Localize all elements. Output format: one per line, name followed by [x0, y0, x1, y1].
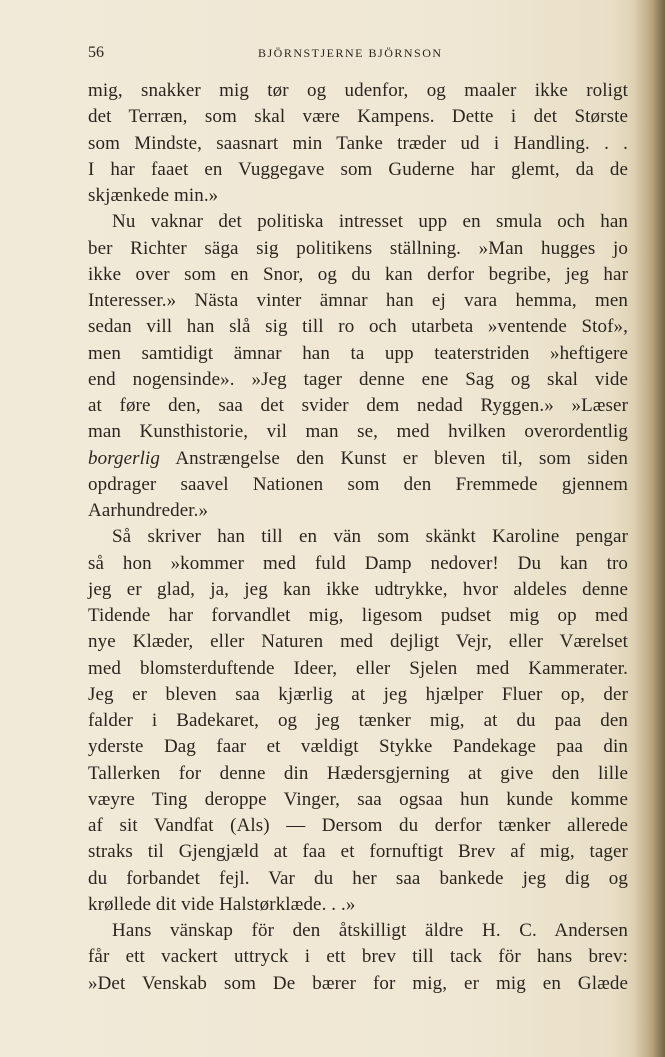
italic-word: borgerlig: [88, 447, 160, 469]
text-line: det Terræn, som skal være Kampens. Dette i det Største: [88, 106, 628, 128]
text-line: Tallerken for denne din Hædersgjerning at give den lille: [88, 762, 628, 784]
text-line: du forbandet fejl. Var du her saa bankede jeg dig og: [88, 867, 628, 889]
page-gutter-shadow: [633, 0, 665, 1057]
paragraph-start-line: Så skriver han till en vän som skänkt Karoline pengar: [112, 526, 628, 548]
text-line: men samtidigt ämnar han ta upp teaterstriden »heftigere: [88, 342, 628, 364]
text-line: får ett vackert uttryck i ett brev till tack för hans brev:: [88, 946, 628, 968]
text-line: man Kunsthistorie, vil man se, med hvilken overordentlig: [88, 421, 628, 443]
running-head: [88, 44, 636, 68]
text-line: jeg er glad, ja, jeg kan ikke udtrykke, hvor aldeles denne: [88, 578, 628, 600]
text-line: end nogensinde». »Jeg tager denne ene Sag og skal vide: [88, 368, 628, 390]
text-line: skjænkede min.»: [88, 185, 219, 206]
text-line: I har faaet en Vuggegave som Guderne har glemt, da de: [88, 158, 628, 180]
page-number: 56: [88, 44, 104, 61]
text-line: Aarhundreder.»: [88, 500, 209, 521]
paragraph-start-line: Nu vaknar det politiska intresset upp en smula och han: [112, 211, 628, 233]
paragraph-start-line: Hans vänskap för den åtskilligt äldre H. C. Andersen: [112, 920, 628, 941]
text-line-rest: Anstrængelse den Kunst er bleven til, som siden: [175, 447, 628, 469]
text-line: Jeg er bleven saa kjærlig at jeg hjælper Fluer op, der: [88, 683, 628, 705]
text-line: at føre den, saa det svider dem nedad Ryggen.» »Læser: [88, 395, 628, 416]
text-line: ber Richter säga sig politikens ställning. »Man hugges jo: [88, 237, 628, 259]
text-line: Tidende har forvandlet mig, ligesom pudset mig op med: [88, 605, 628, 626]
text-line: straks til Gjengjæld at faa et fornuftigt Brev af mig, tager: [88, 841, 628, 863]
text-line: væyre Ting deroppe Vinger, saa ogsaa hun kunde komme: [88, 788, 628, 810]
text-line: som Mindste, saasnart min Tanke træder ud i Handling. . .: [88, 132, 628, 154]
text-line: Interesser.» Nästa vinter ämnar han ej vara hemma, men: [88, 290, 628, 311]
text-line: nye Klæder, eller Naturen med dejligt Vejr, eller Værelset: [88, 631, 628, 653]
text-line: så hon »kommer med fuld Damp nedover! Du kan tro: [88, 552, 628, 574]
text-line: mig, snakker mig tør og udenfor, og maaler ikke roligt: [88, 80, 628, 101]
text-line: yderste Dag faar et vældigt Stykke Pandekage paa din: [88, 736, 628, 758]
text-line: falder i Badekaret, og jeg tænker mig, at du paa den: [88, 710, 628, 731]
text-line-with-italic: [88, 446, 628, 472]
body-text: [88, 78, 628, 997]
text-line: »Det Venskab som De bærer for mig, er mig en Glæde: [88, 972, 628, 994]
running-head-author: BJÖRNSTJERNE BJÖRNSON: [258, 46, 443, 60]
text-line: ikke over som en Snor, og du kan derfor begribe, jeg har: [88, 263, 628, 285]
text-line: opdrager saavel Nationen som den Fremmede gjennem: [88, 473, 628, 495]
text-line: af sit Vandfat (Als) — Dersom du derfor tænker allerede: [88, 815, 628, 836]
text-line: sedan vill han slå sig till ro och utarbeta »ventende Stof»,: [88, 316, 628, 338]
text-line: krøllede dit vide Halstørklæde. . .»: [88, 893, 356, 915]
text-line: med blomsterduftende Ideer, eller Sjelen med Kammerater.: [88, 657, 628, 679]
